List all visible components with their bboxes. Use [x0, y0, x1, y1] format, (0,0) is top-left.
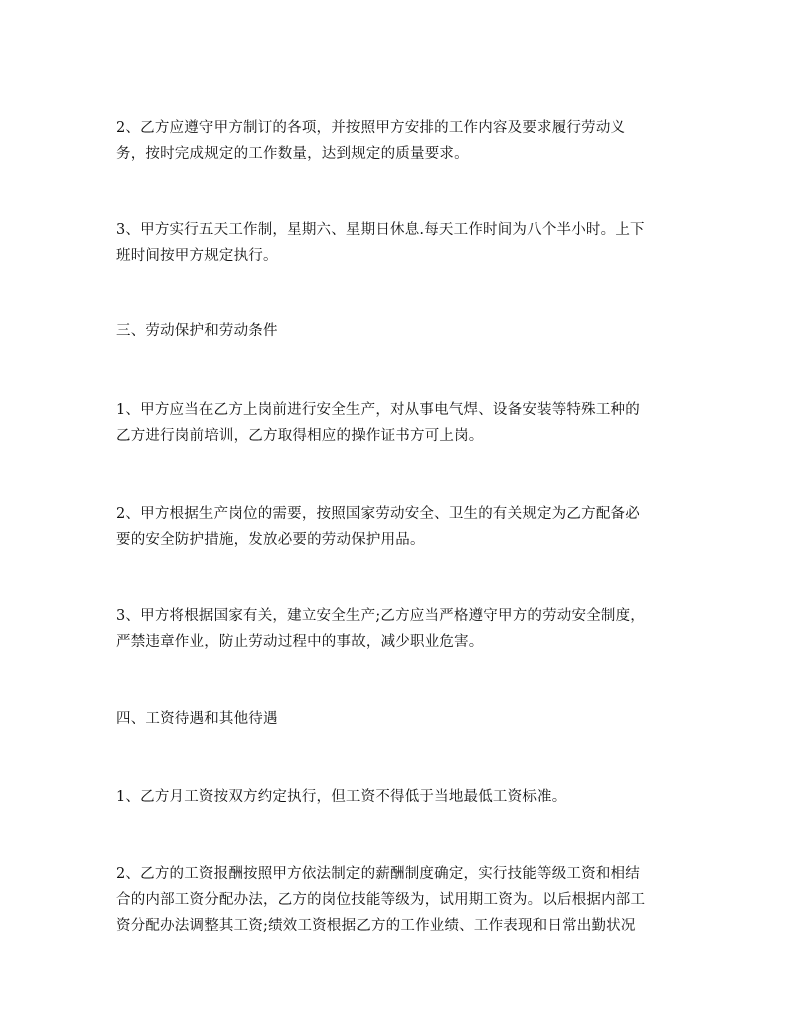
text-line: 乙方进行岗前培训，乙方取得相应的操作证书方可上岗。 — [116, 428, 484, 444]
text-line: 资分配办法调整其工资;绩效工资根据乙方的工作业绩、工作表现和日常出勤状况 — [116, 918, 636, 934]
text-line: 1、乙方月工资按双方约定执行，但工资不得低于当地最低工资标准。 — [116, 789, 567, 805]
text-line: 严禁违章作业，防止劳动过程中的事故，减少职业危害。 — [116, 634, 484, 650]
heading-text: 四、工资待遇和其他待遇 — [116, 711, 278, 727]
section-heading-wages — [116, 706, 682, 732]
paragraph-protection-equipment — [116, 501, 682, 553]
heading-text: 三、劳动保护和劳动条件 — [116, 323, 278, 339]
text-line: 3、甲方将根据国家有关，建立安全生产;乙方应当严格遵守甲方的劳动安全制度， — [116, 608, 646, 624]
text-line: 班时间按甲方规定执行。 — [116, 248, 278, 264]
text-line: 3、甲方实行五天工作制，星期六、星期日休息.每天工作时间为八个半小时。上下 — [116, 222, 645, 238]
paragraph-work-schedule — [116, 217, 682, 269]
paragraph-obey-rules — [116, 115, 682, 167]
text-line: 2、乙方的工资报酬按照甲方依法制定的薪酬制度确定，实行技能等级工资和相结 — [116, 866, 640, 882]
paragraph-salary-system — [116, 861, 682, 939]
section-heading-labor-protection — [116, 318, 682, 344]
text-line: 务，按时完成规定的工作数量，达到规定的质量要求。 — [116, 146, 469, 162]
text-line: 1、甲方应当在乙方上岗前进行安全生产，对从事电气焊、设备安装等特殊工种的 — [116, 402, 640, 418]
text-line: 合的内部工资分配办法，乙方的岗位技能等级为，试用期工资为。以后根据内部工 — [116, 892, 646, 908]
text-line: 2、乙方应遵守甲方制订的各项，并按照甲方安排的工作内容及要求履行劳动义 — [116, 120, 626, 136]
paragraph-safety-training — [116, 397, 682, 449]
text-line: 要的安全防护措施，发放必要的劳动保护用品。 — [116, 532, 425, 548]
text-line: 2、甲方根据生产岗位的需要，按照国家劳动安全、卫生的有关规定为乙方配备必 — [116, 506, 640, 522]
paragraph-monthly-wage — [116, 784, 682, 810]
paragraph-safety-system — [116, 603, 682, 655]
